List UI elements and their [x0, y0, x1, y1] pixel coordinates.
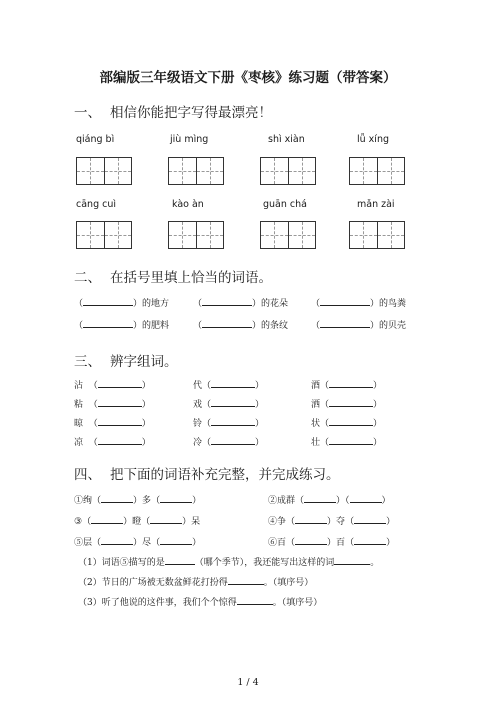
word-item: 洒（ ）	[311, 397, 382, 410]
idiom-item: ⑥百（ ）百（ ）	[268, 535, 395, 548]
page-number: 1 / 4	[237, 677, 259, 688]
answer-blank[interactable]	[150, 514, 182, 524]
fill-item: （ ）的条纹	[193, 318, 288, 331]
section-title: 辨字组词。	[110, 354, 178, 370]
word-item: 铃（ ）	[193, 416, 264, 429]
answer-blank[interactable]	[211, 397, 255, 407]
question-1: （1）词语⑤描写的是 （哪个季节），我还能写出这样的词 。	[78, 555, 379, 568]
word-item: 粘 （ ）	[74, 397, 151, 410]
word-item: 状（ ）	[311, 416, 382, 429]
fill-item: （ ）的花朵	[193, 296, 288, 309]
answer-blank[interactable]	[329, 435, 373, 445]
answer-blank[interactable]	[211, 378, 255, 388]
answer-blank[interactable]	[329, 416, 373, 426]
section-number: 二、	[74, 270, 101, 286]
section-title: 在括号里填上恰当的词语。	[110, 270, 272, 286]
answer-blank[interactable]	[295, 514, 327, 524]
answer-blank[interactable]	[83, 296, 133, 306]
word-item: 代（ ）	[193, 378, 264, 391]
answer-blank[interactable]	[304, 493, 336, 503]
answer-blank[interactable]	[160, 493, 192, 503]
pinyin-4: lǚ xíng	[357, 134, 389, 145]
section-3-heading	[74, 350, 178, 370]
idiom-item: ⑤层（ ）尽（ ）	[74, 535, 201, 548]
question-3: （3）听了他说的这件事，我们个个惊得 。（填序号）	[78, 595, 322, 608]
writing-grid[interactable]	[349, 221, 405, 249]
page-title: 部编版三年级语文下册《枣核》练习题（带答案）	[99, 70, 397, 86]
pinyin-2: jiù mìng	[170, 134, 209, 145]
word-item: 冷（ ）	[193, 435, 264, 448]
writing-grid[interactable]	[76, 157, 132, 185]
pinyin-8: mǎn zài	[357, 199, 395, 210]
answer-blank[interactable]	[98, 416, 142, 426]
pinyin-1: qiáng bì	[76, 134, 115, 145]
pinyin-3: shì xiàn	[268, 134, 305, 145]
answer-blank[interactable]	[91, 514, 123, 524]
answer-blank[interactable]	[211, 435, 255, 445]
section-title: 相信你能把字写得最漂亮！	[110, 105, 272, 121]
answer-blank[interactable]	[320, 318, 370, 328]
word-item: 壮（ ）	[311, 435, 382, 448]
word-item: 晾 （ ）	[74, 416, 151, 429]
section-4-heading	[74, 463, 340, 483]
answer-blank[interactable]	[202, 296, 252, 306]
fill-item: （ ）的地方	[74, 296, 169, 309]
answer-blank[interactable]	[101, 535, 133, 545]
answer-blank[interactable]	[354, 514, 386, 524]
answer-blank[interactable]	[329, 378, 373, 388]
idiom-item: ①绚（ ）多（ ）	[74, 493, 201, 506]
answer-blank[interactable]	[83, 318, 133, 328]
fill-item: （ ）的贝壳	[311, 318, 406, 331]
answer-blank[interactable]	[334, 555, 370, 565]
writing-grid[interactable]	[168, 221, 224, 249]
writing-grid[interactable]	[260, 221, 316, 249]
pinyin-5: cāng cuì	[76, 199, 116, 210]
writing-grid[interactable]	[349, 157, 405, 185]
writing-grid[interactable]	[260, 157, 316, 185]
answer-blank[interactable]	[160, 535, 192, 545]
fill-item: （ ）的肥料	[74, 318, 169, 331]
answer-blank[interactable]	[202, 318, 252, 328]
section-number: 四、	[74, 467, 101, 483]
writing-grid[interactable]	[168, 157, 224, 185]
answer-blank[interactable]	[101, 493, 133, 503]
answer-blank[interactable]	[237, 595, 273, 605]
section-number: 三、	[74, 354, 101, 370]
idiom-item: ③（ ）瞪（ ）呆	[74, 514, 200, 527]
word-item: 沾 （ ）	[74, 378, 151, 391]
answer-blank[interactable]	[329, 397, 373, 407]
section-number: 一、	[74, 105, 101, 121]
fill-item: （ ）的鸟粪	[311, 296, 406, 309]
answer-blank[interactable]	[350, 493, 382, 503]
answer-blank[interactable]	[228, 575, 264, 585]
section-1-heading	[74, 101, 272, 121]
answer-blank[interactable]	[354, 535, 386, 545]
word-item: 凉 （ ）	[74, 435, 151, 448]
answer-blank[interactable]	[165, 555, 195, 565]
answer-blank[interactable]	[98, 435, 142, 445]
answer-blank[interactable]	[98, 397, 142, 407]
answer-blank[interactable]	[211, 416, 255, 426]
section-2-heading	[74, 266, 272, 286]
answer-blank[interactable]	[98, 378, 142, 388]
writing-grid[interactable]	[76, 221, 132, 249]
question-2: （2）节日的广场被无数盆鲜花打扮得 。（填序号）	[78, 575, 313, 588]
word-item: 酒（ ）	[311, 378, 382, 391]
idiom-item: ②成群（ ）（ ）	[268, 493, 391, 506]
section-title: 把下面的词语补充完整，并完成练习。	[110, 467, 340, 483]
pinyin-7: guān chá	[263, 199, 307, 210]
pinyin-6: kào àn	[172, 199, 204, 210]
word-item: 戏（ ）	[193, 397, 264, 410]
answer-blank[interactable]	[295, 535, 327, 545]
answer-blank[interactable]	[320, 296, 370, 306]
idiom-item: ④争（ ）夺（ ）	[268, 514, 395, 527]
